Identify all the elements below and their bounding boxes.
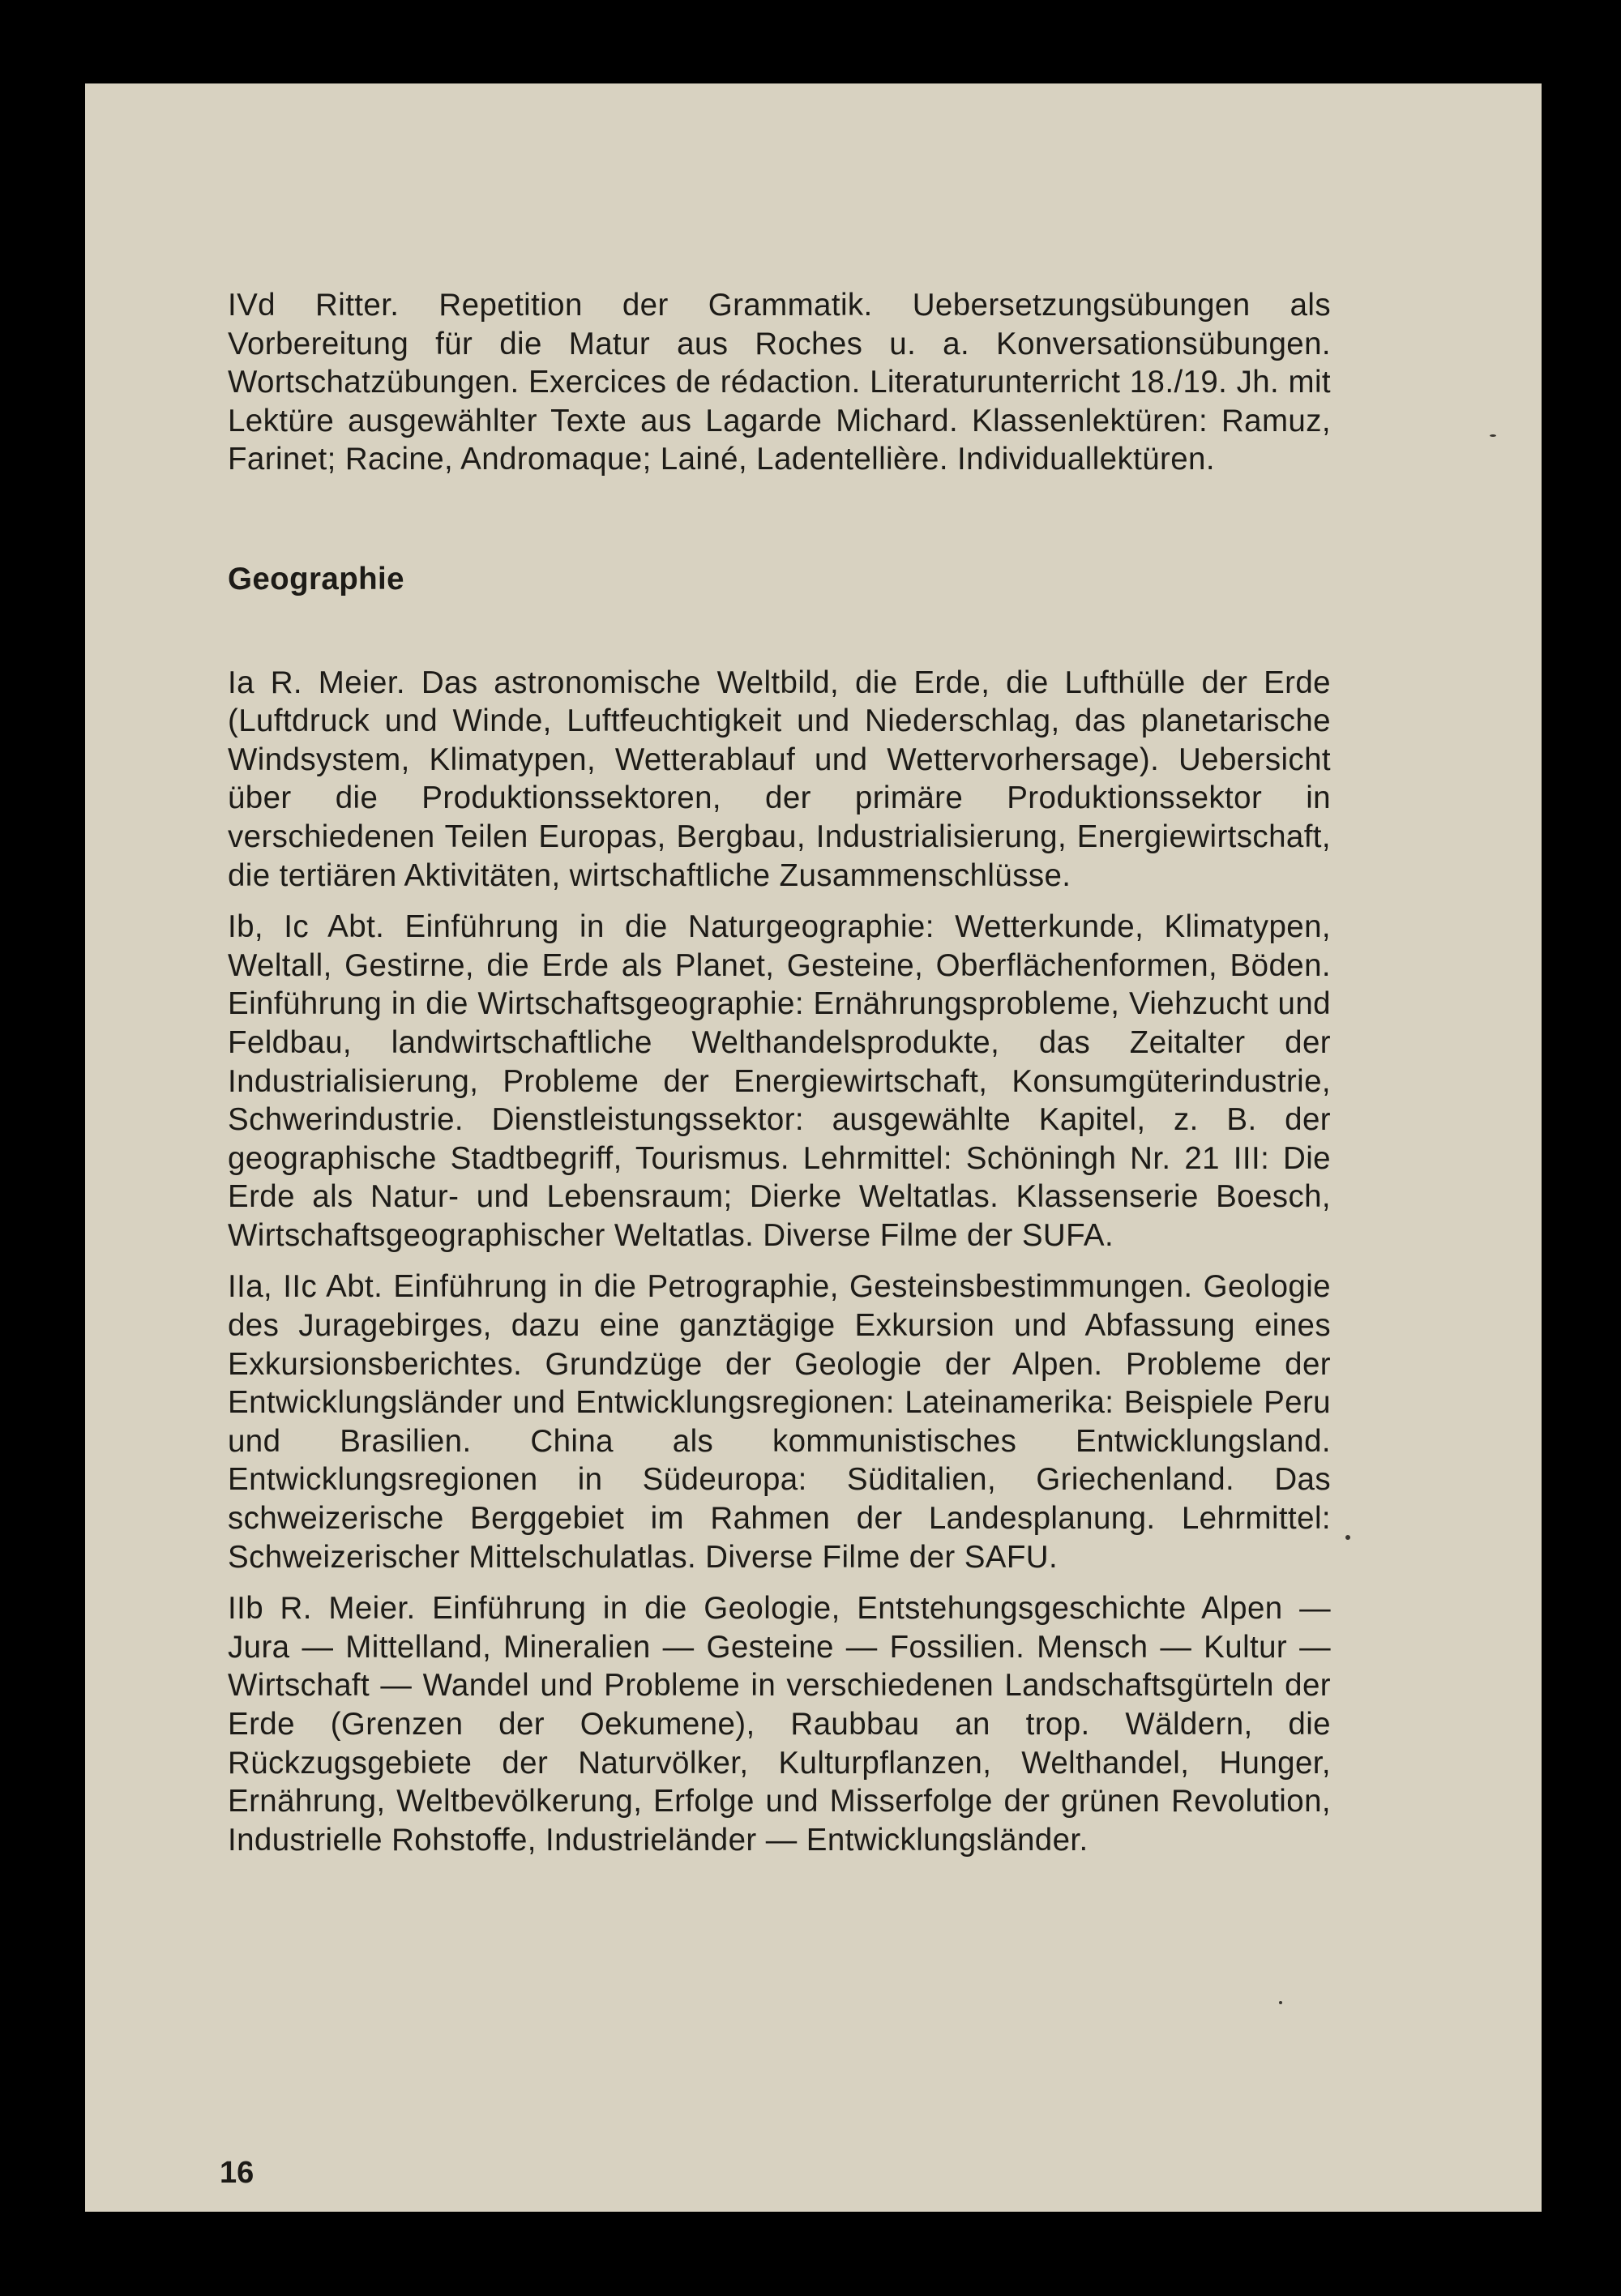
page-number: 16 — [220, 2156, 254, 2190]
section-heading: Geographie — [228, 561, 404, 596]
paragraph-iib: IIb R. Meier. Einführung in die Geologie, Entstehungsgeschichte Alpen — Jura — Mittelland, Mineralien — Gesteine — Fossilien. Mensch — Kultur — Wirtschaft — Wandel und Probleme in verschiedenen Landschaftsgürteln der Erde (Grenzen der Oekumene), Raubbau an trop. Wäldern, die Rückzugsgebiete der Naturvölker, Kulturpflanzen, Welthandel, Hunger, Ernährung, Weltbevölkerung, Erfolge und Misserfolge der grünen Revolution, Industrielle Rohstoffe, Industrieländer — Entwicklungsländer. — [228, 1591, 1331, 1858]
scan-speck — [1345, 1535, 1350, 1540]
text-column — [228, 286, 1331, 1872]
paragraph-ivd: IVd Ritter. Repetition der Grammatik. Uebersetzungsübungen als Vorbereitung für die Matur aus Roches u. a. Konversationsübungen. Wortschatzübungen. Exercices de rédaction. Literaturunterricht 18./19. Jh. mit Lektüre ausgewählter Texte aus Lagarde Michard. Klassenlektüren: Ramuz, Farinet; Racine, Andromaque; Lainé, Ladentellière. Individuallektüren. — [228, 288, 1331, 477]
document-page — [85, 83, 1542, 2212]
paragraph-ib-ic: Ib, Ic Abt. Einführung in die Naturgeographie: Wetterkunde, Klimatypen, Weltall, Gestirne, die Erde als Planet, Gesteine, Oberflächenformen, Böden. Einführung in die Wirtschaftsgeographie: Ernährungsprobleme, Viehzucht und Feldbau, landwirtschaftliche Welthandelsprodukte, das Zeitalter der Industrialisierung, Probleme der Energiewirtschaft, Konsumgüterindustrie, Schwerindustrie. Dienstleistungssektor: ausgewählte Kapitel, z. B. der geographische Stadtbegriff, Tourismus. Lehrmittel: Schöningh Nr. 21 III: Die Erde als Natur- und Lebensraum; Dierke Weltatlas. Klassenserie Boesch, Wirtschaftsgeographischer Weltatlas. Diverse Filme der SUFA. — [228, 909, 1331, 1253]
scan-speck — [1490, 434, 1496, 437]
paragraph-ia: Ia R. Meier. Das astronomische Weltbild, die Erde, die Lufthülle der Erde (Luftdruck und Winde, Luftfeuchtigkeit und Niederschlag, das planetarische Windsystem, Klimatypen, Wetterablauf und Wettervorhersage). Uebersicht über die Produktionssektoren, der primäre Produktionssektor in verschiedenen Teilen Europas, Bergbau, Industrialisierung, Energiewirtschaft, die tertiären Aktivitäten, wirtschaftliche Zusammenschlüsse. — [228, 665, 1331, 893]
scan-speck — [1279, 2001, 1282, 2004]
paragraph-iia-iic: IIa, IIc Abt. Einführung in die Petrographie, Gesteinsbestimmungen. Geologie des Juragebirges, dazu eine ganztägige Exkursion und Abfassung eines Exkursionsberichtes. Grundzüge der Geologie der Alpen. Probleme der Entwicklungsländer und Entwicklungsregionen: Lateinamerika: Beispiele Peru und Brasilien. China als kommunistisches Entwicklungsland. Entwicklungsregionen in Südeuropa: Süditalien, Griechenland. Das schweizerische Berggebiet im Rahmen der Landesplanung. Lehrmittel: Schweizerischer Mittelschulatlas. Diverse Filme der SAFU. — [228, 1269, 1331, 1575]
